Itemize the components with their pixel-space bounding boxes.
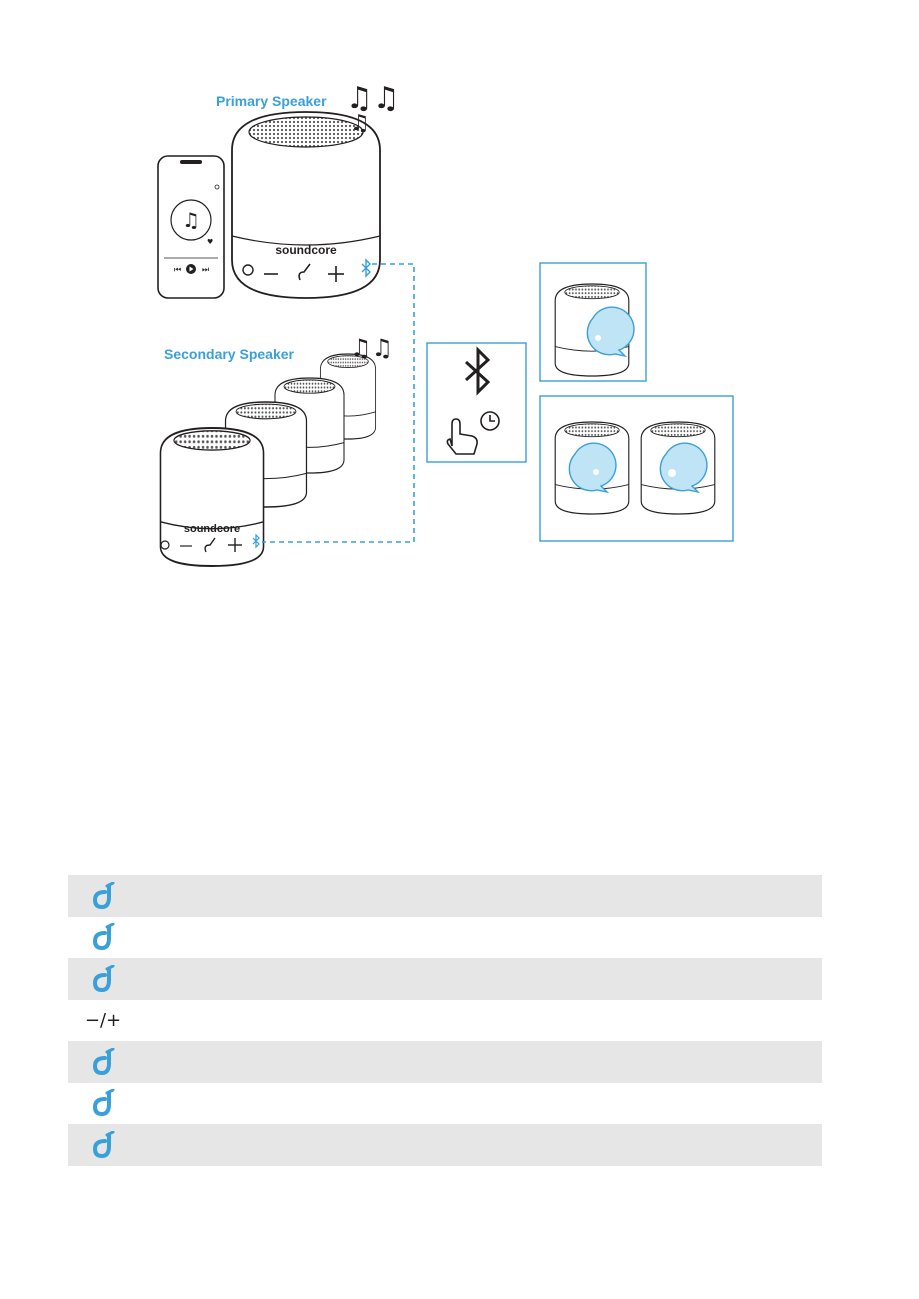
soundcore-button-icon — [78, 923, 128, 951]
brand-logo: soundcore — [275, 243, 337, 257]
soundcore-button-icon — [78, 965, 128, 993]
secondary-speakers — [160, 354, 375, 566]
secondary-speaker-label: Secondary Speaker — [164, 346, 294, 362]
music-note-icon: ♫ — [182, 208, 200, 232]
led-status-box-bottom — [540, 396, 733, 541]
table-row — [68, 1124, 822, 1166]
table-row — [68, 958, 822, 1000]
music-note-icon: ♫♫ — [346, 81, 400, 116]
table-row — [68, 1083, 822, 1125]
button-function-table — [68, 875, 822, 1166]
table-row — [68, 917, 822, 959]
soundcore-button-icon — [78, 882, 128, 910]
soundcore-button-icon — [78, 1089, 128, 1117]
table-row — [68, 1041, 822, 1083]
table-row — [68, 875, 822, 917]
svg-text:♫: ♫ — [350, 111, 370, 136]
music-note-icon: ♫♫ — [350, 334, 394, 362]
svg-text:♥: ♥ — [207, 238, 214, 246]
svg-text:⏭: ⏭ — [202, 265, 210, 274]
led-status-box-top — [540, 263, 646, 381]
volume-symbol: −/+ — [84, 1009, 122, 1031]
soundcore-button-icon — [78, 1048, 128, 1076]
primary-speaker-label: Primary Speaker — [216, 93, 327, 109]
svg-text:soundcore: soundcore — [183, 523, 241, 535]
primary-speaker — [232, 112, 380, 298]
volume-icon — [78, 1010, 128, 1031]
table-row — [68, 1000, 822, 1042]
smartphone — [158, 156, 224, 298]
svg-text:⏮: ⏮ — [174, 265, 182, 274]
bluetooth-press-hold-box — [427, 343, 526, 462]
soundcore-button-icon — [78, 1131, 128, 1159]
